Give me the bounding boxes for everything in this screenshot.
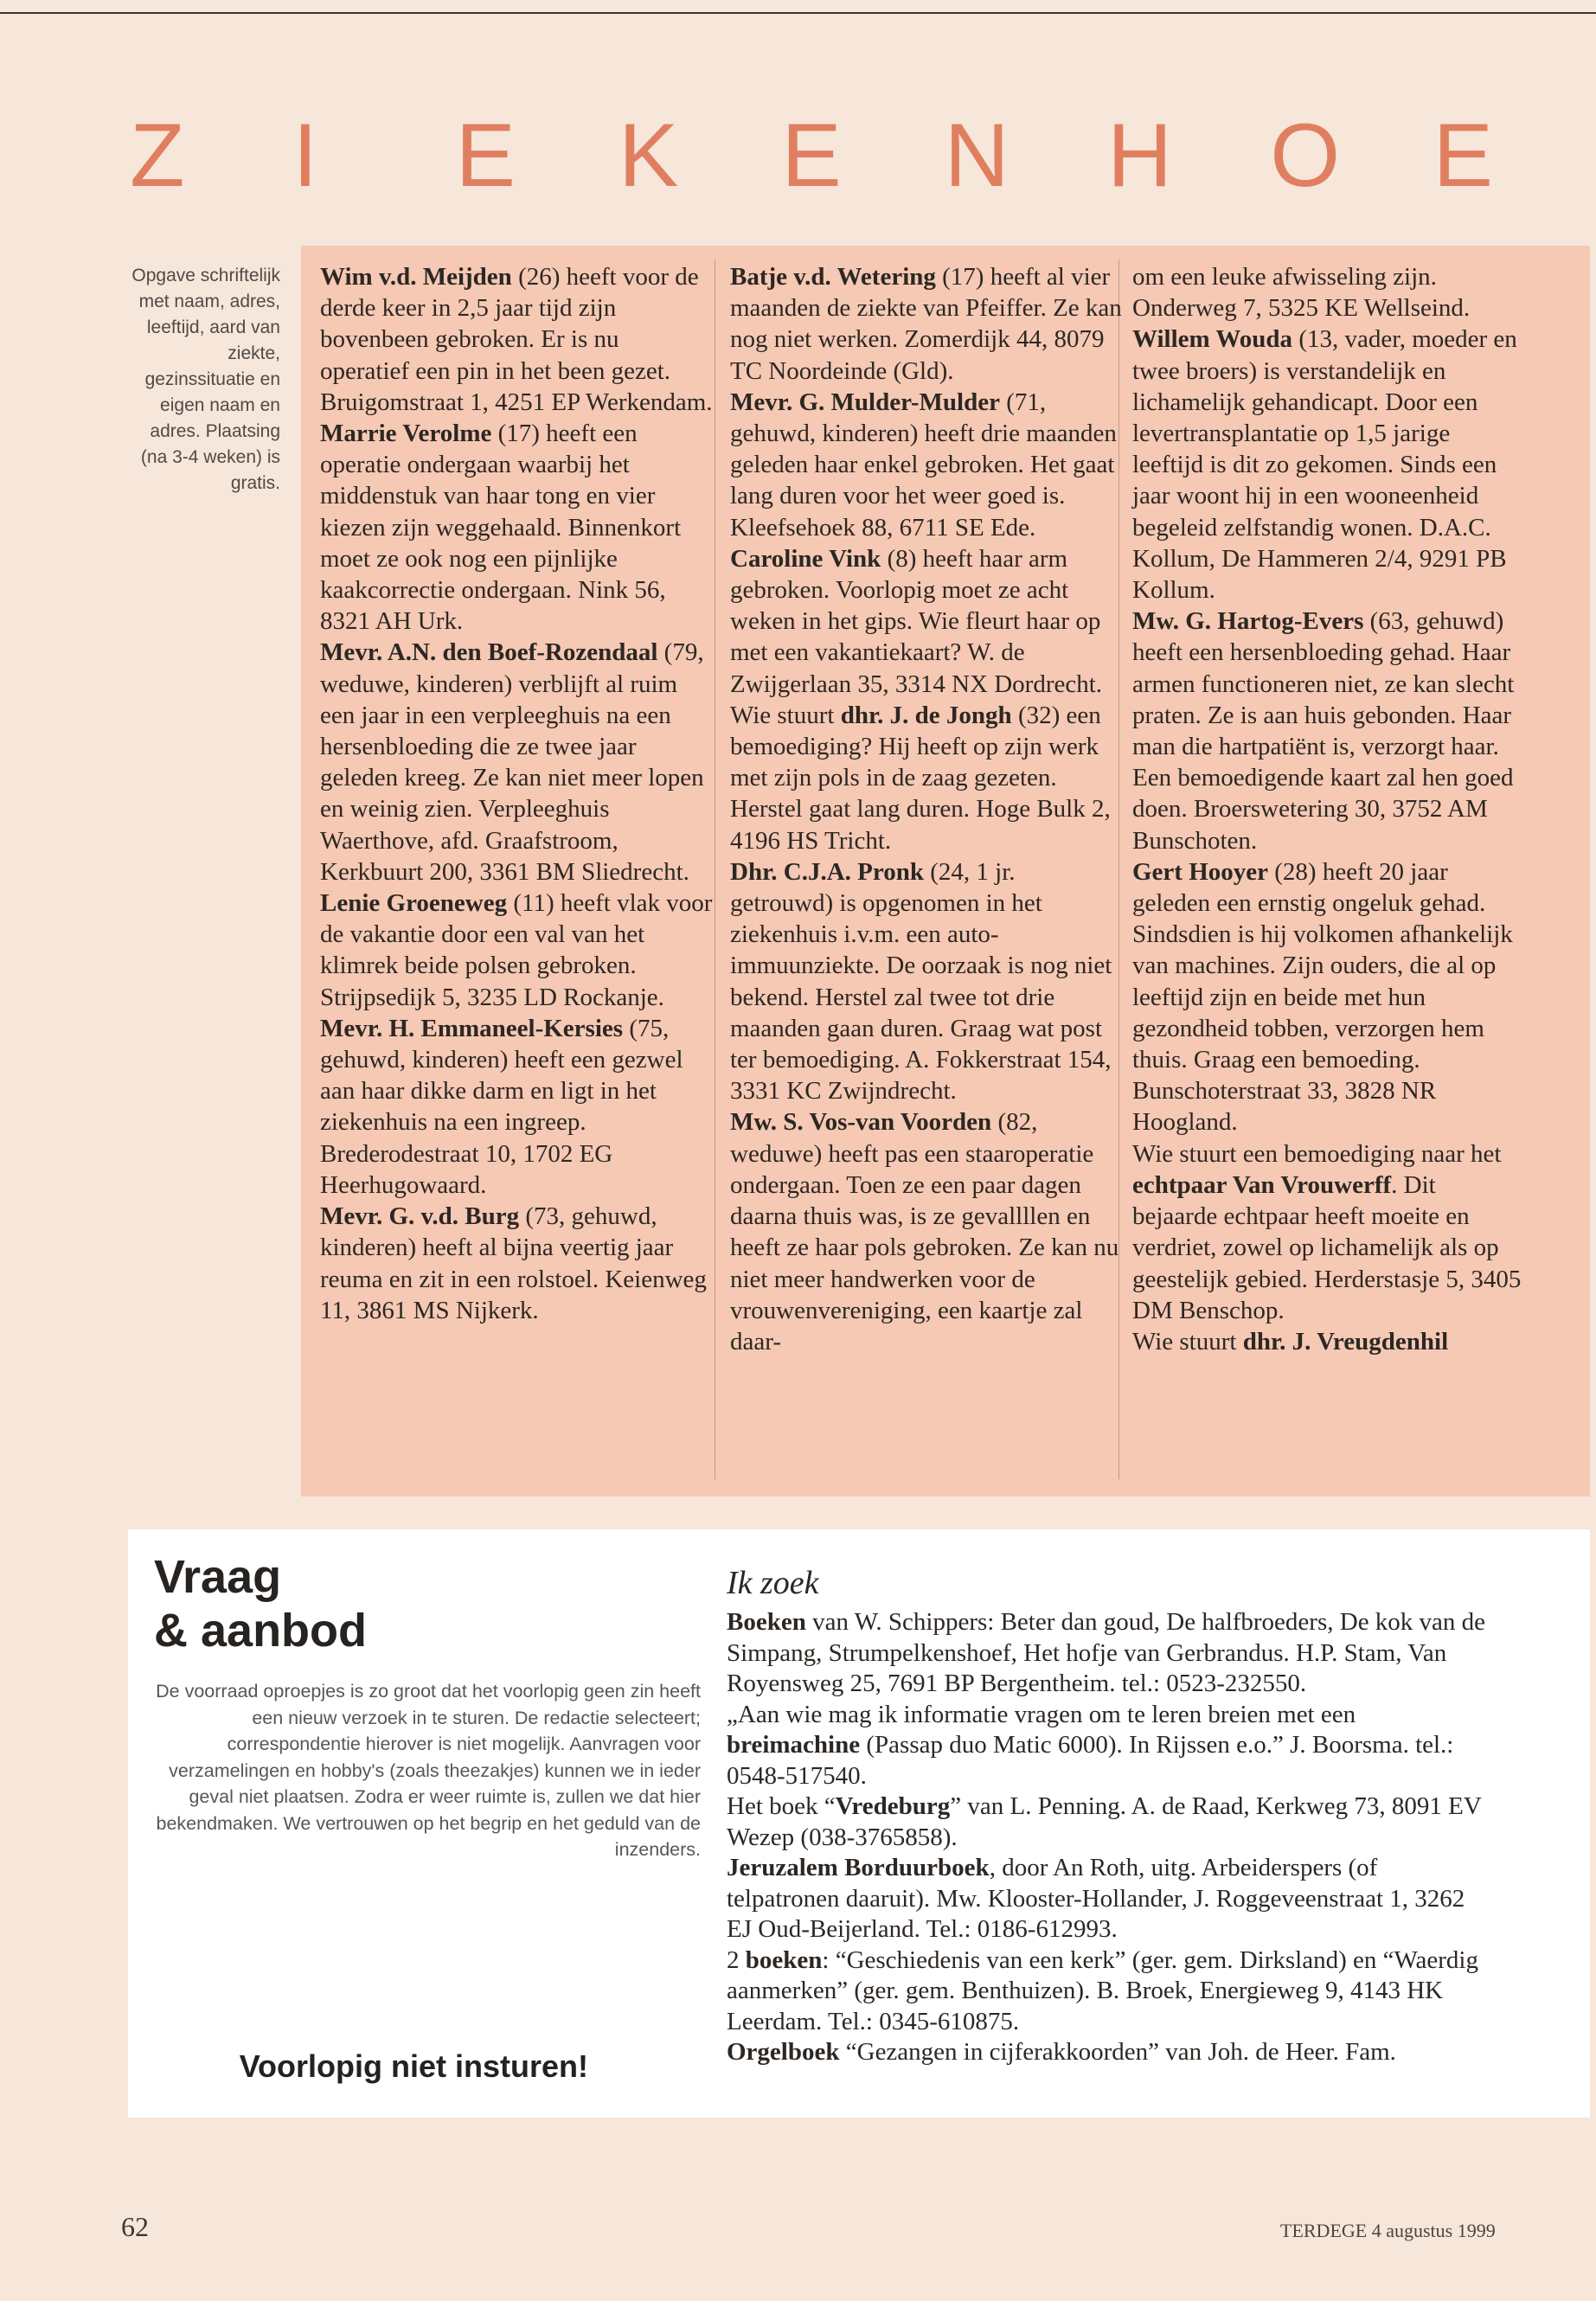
listing-entry: [320, 637, 714, 888]
item-text: “Gezangen in cijferakkoorden” van Joh. de Heer. Fam.: [839, 2038, 1396, 2066]
entry-name: Caroline Vink: [730, 544, 881, 573]
entry-text: (82, weduwe) heeft pas een staaroperatie ondergaan. Toen ze een paar dagen daarna thuis was, is ze gevallllen en heeft ze haar pols gebroken. Ze kan nu niet meer handwerken voor de vrouwenvereniging, een kaartje zal daar-: [730, 1108, 1119, 1356]
wanted-item: [727, 1791, 1488, 1853]
entry-text: (71, gehuwd, kinderen) heeft drie maanden geleden haar enkel gebroken. Het gaat lang duren voor het weer goed is. Kleefsehoek 88, 6711 SE Ede.: [730, 388, 1117, 542]
listing-entry: [320, 261, 714, 418]
entry-name: Willem Wouda: [1132, 325, 1293, 354]
title-letter: E: [1433, 106, 1493, 206]
item-keyword: breimachine: [727, 1731, 861, 1759]
listing-entry: [1132, 1326, 1526, 1357]
entry-text: (32) een bemoediging? Hij heeft op zijn werk met zijn pols in de zaag gezeten. Herstel gaat lang duren. Hoge Bulk 2, 4196 HS Tricht.: [730, 701, 1111, 855]
entry-name: Batje v.d. Wetering: [730, 263, 936, 291]
entry-name: dhr. J. Vreugdenhil: [1242, 1327, 1449, 1356]
page-number: 62: [121, 2211, 149, 2242]
entry-name: Mw. S. Vos-van Voorden: [730, 1108, 992, 1137]
title-letter: E: [455, 106, 516, 206]
listing-entry: [730, 387, 1124, 543]
wanted-item: [727, 1945, 1488, 2038]
vraag-aanbod-intro: De voorraad oproepjes is zo groot dat het voorlopig geen zin heeft een nieuw verzoek in te sturen. De redactie selecteert; correspondentie hierover is niet mogelijk. Aanvragen voor verzamelingen en hobby's (zoals theezakjes) kunnen we in ieder geval niet plaatsen. Zodra er weer ruimte is, zullen we dat hier bekendmaken. We vertrouwen op het begrip en het geduld van de inzenders.: [156, 1681, 701, 1860]
publication-footer: TERDEGE 4 augustus 1999: [1280, 2220, 1496, 2241]
item-keyword: Vredeburg: [835, 1792, 951, 1820]
entry-text: om een leuke afwisseling zijn. Onderweg 7, 5325 KE Wellseind.: [1132, 263, 1471, 323]
item-text: : “Geschiedenis van een kerk” (ger. gem. Dirksland) en “Waerdig aanmerken” (ger. gem. Benthuizen). B. Broek, Energieweg 9, 4143 HK Leerdam. Tel.: 0345-610875.: [727, 1945, 1478, 2035]
item-lead-text: Het boek “: [727, 1792, 836, 1820]
listing-column-1: [320, 261, 714, 1326]
ik-zoek-listing: [727, 1607, 1488, 2068]
entry-name: echtpaar Van Vrouwerff: [1132, 1170, 1392, 1199]
entry-lead-text: Wie stuurt: [730, 701, 841, 729]
item-text: ” van L. Penning. A. de Raad, Kerkweg 73, 8091 EV Wezep (038-3765858).: [727, 1792, 1482, 1851]
listing-entry: [1132, 261, 1526, 324]
listing-entry: [320, 1013, 714, 1201]
title-letter: I: [292, 106, 318, 206]
title-letter: E: [781, 106, 842, 206]
entry-text: . Dit bejaarde echtpaar heeft moeite en verdriet, zowel op lichamelijk als op geestelijk gebied. Herderstasje 5, 3405 DM Benschop.: [1132, 1170, 1522, 1324]
entry-name: Wim v.d. Meijden: [320, 263, 512, 291]
listing-entry: [1132, 324, 1526, 606]
wanted-item: [727, 1700, 1488, 1792]
listing-entry: [1132, 856, 1526, 1138]
listing-entry: [320, 418, 714, 637]
submission-instructions: Opgave schriftelijk met naam, adres, leeftijd, aard van ziekte, gezinssituatie en eigen naam en adres. Plaatsing (na 3-4 weken) is gratis.: [131, 266, 280, 493]
wanted-item: [727, 1607, 1488, 1700]
vraag-aanbod-heading: [154, 1550, 465, 1657]
item-text: , door An Roth, uitg. Arbeiderspers (of telpatronen daaruit). Mw. Klooster-Hollander, J. Roggeveenstraat 1, 3262 EJ Oud-Beijerland. Tel.: 0186-612993.: [727, 1854, 1465, 1943]
entry-text: (75, gehuwd, kinderen) heeft een gezwel aan haar dikke darm en ligt in het ziekenhuis na een ingreep. Brederodestraat 10, 1702 EG Heerhugowaard.: [320, 1014, 683, 1199]
title-letter: N: [944, 106, 1010, 206]
entry-text: (28) heeft 20 jaar geleden een ernstig ongeluk gehad. Sindsdien is hij volkomen afhankelijk van machines. Zijn ouders, die al op leeftijd zijn en beide met hun gezondheid tobben, verzorgen hem thuis. Graag een bemoeding. Bunschoterstraat 33, 3828 NR Hoogland.: [1132, 857, 1513, 1137]
entry-name: Mevr. G. v.d. Burg: [320, 1202, 520, 1231]
title-letter: H: [1106, 106, 1173, 206]
entry-text: (13, vader, moeder en twee broers) is verstandelijk en lichamelijk gehandicapt. Door een levertransplantatie op 1,5 jarige leeftijd is dit zo gekomen. Sinds een jaar woont hij in een wooneenheid begeleid zelfstandig wonen. D.A.C. Kollum, De Hammeren 2/4, 9291 PB Kollum.: [1132, 325, 1517, 605]
entry-text: (17) heeft al vier maanden de ziekte van Pfeiffer. Ze kan nog niet werken. Zomerdijk 44, 8079 TC Noordeinde (Gld).: [730, 263, 1122, 385]
listing-entry: [730, 261, 1124, 387]
entry-name: Mevr. G. Mulder-Mulder: [730, 388, 1000, 416]
title-letter: O: [1270, 106, 1341, 206]
heading-line: & aanbod: [154, 1605, 368, 1657]
entry-text: (79, weduwe, kinderen) verblijft al ruim een jaar in een verpleeghuis na een hersenbloeding die ze twee jaar geleden kreeg. Ze kan niet meer lopen en weinig zien. Verpleeghuis Waerthove, afd. Graafstroom, Kerkbuurt 200, 3361 BM Sliedrecht.: [320, 638, 704, 886]
item-keyword: Boeken: [727, 1608, 806, 1636]
ik-zoek-heading: Ik zoek: [727, 1565, 819, 1601]
listing-entry: [320, 888, 714, 1013]
entry-lead-text: Wie stuurt: [1132, 1327, 1243, 1356]
item-keyword: boeken: [745, 1945, 823, 1974]
entry-name: Mevr. H. Emmaneel-Kersies: [320, 1014, 624, 1042]
page-top-edge: [0, 12, 1596, 14]
entry-name: dhr. J. de Jongh: [840, 701, 1012, 729]
item-text: (Passap duo Matic 6000). In Rijssen e.o.” J. Boorsma. tel.: 0548-517540.: [727, 1731, 1454, 1790]
entry-name: Mevr. A.N. den Boef-Rozendaal: [320, 638, 658, 667]
entry-name: Gert Hooyer: [1132, 857, 1269, 886]
item-lead-text: 2: [727, 1945, 746, 1974]
notice-do-not-send: Voorlopig niet insturen!: [239, 2048, 588, 2084]
entry-lead-text: Wie stuurt een bemoediging naar het: [1132, 1139, 1502, 1168]
item-keyword: Orgelboek: [727, 2038, 840, 2066]
heading-line: Vraag: [154, 1551, 282, 1603]
entry-text: (24, 1 jr. getrouwd) is opgenomen in het ziekenhuis i.v.m. een auto-immuunziekte. De oorzaak is nog niet bekend. Herstel zal twee tot drie maanden gaan duren. Graag wat post ter bemoediging. A. Fokkerstraat 154, 3331 KC Zwijndrecht.: [730, 857, 1112, 1106]
listing-column-2: [730, 261, 1124, 1357]
listing-entry: [320, 1201, 714, 1326]
entry-name: Dhr. C.J.A. Pronk: [730, 857, 924, 886]
wanted-item: [727, 1853, 1488, 1945]
title-letter: K: [618, 106, 679, 206]
section-title-ziekenhoek: [0, 104, 1596, 208]
item-lead-text: „Aan wie mag ik informatie vragen om te leren breien met een: [727, 1700, 1356, 1728]
entry-name: Marrie Verolme: [320, 420, 492, 448]
entry-text: (17) heeft een operatie ondergaan waarbij het middenstuk van haar tong en vier kiezen zijn weggehaald. Binnenkort moet ze ook nog een pijnlijke kaakcorrectie ondergaan. Nink 56, 8321 AH Urk.: [320, 420, 682, 636]
entry-name: Lenie Groeneweg: [320, 889, 508, 918]
listing-column-3: [1132, 261, 1526, 1357]
entry-text: (63, gehuwd) heeft een hersenbloeding gehad. Haar armen functioneren niet, ze kan slecht praten. Ze is aan huis gebonden. Haar man die hartpatiënt is, verzorgt haar. Een bemoedigende kaart zal hen goed doen. Broerswetering 30, 3752 AM Bunschoten.: [1132, 607, 1515, 855]
entry-text: (8) heeft haar arm gebroken. Voorlopig moet ze acht weken in het gips. Wie fleurt haar op met een vakantiekaart? W. de Zwijgerlaan 35, 3314 NX Dordrecht.: [730, 544, 1103, 698]
listing-entry: [1132, 606, 1526, 856]
entry-text: (26) heeft voor de derde keer in 2,5 jaar tijd zijn bovenbeen gebroken. Er is nu operatief een pin in het been gezet. Bruigomstraat 1, 4251 EP Werkendam.: [320, 263, 713, 416]
title-letter: Z: [130, 106, 185, 206]
listing-entry: [730, 1106, 1124, 1357]
listing-entry: [730, 856, 1124, 1107]
listing-entry: [1132, 1138, 1526, 1326]
wanted-item: [727, 2037, 1488, 2068]
item-text: van W. Schippers: Beter dan goud, De halfbroeders, De kok van de Simpang, Strumpelkenshoef, Het hofje van Gerbrandus. H.P. Stam, Van Royensweg 25, 7691 BP Bergentheim. tel.: 0523-232550.: [727, 1608, 1486, 1697]
entry-name: Mw. G. Hartog-Evers: [1132, 607, 1364, 636]
entry-text: (73, gehuwd, kinderen) heeft al bijna veertig jaar reuma en zit in een rolstoel. Keienweg 11, 3861 MS Nijkerk.: [320, 1202, 707, 1324]
entry-text: (11) heeft vlak voor de vakantie door een val van het klimrek beide polsen gebroken. Strijpsedijk 5, 3235 LD Rockanje.: [320, 889, 713, 1011]
listing-entry: [730, 700, 1124, 856]
item-keyword: Jeruzalem Borduurboek: [727, 1854, 990, 1881]
listing-entry: [730, 543, 1124, 700]
